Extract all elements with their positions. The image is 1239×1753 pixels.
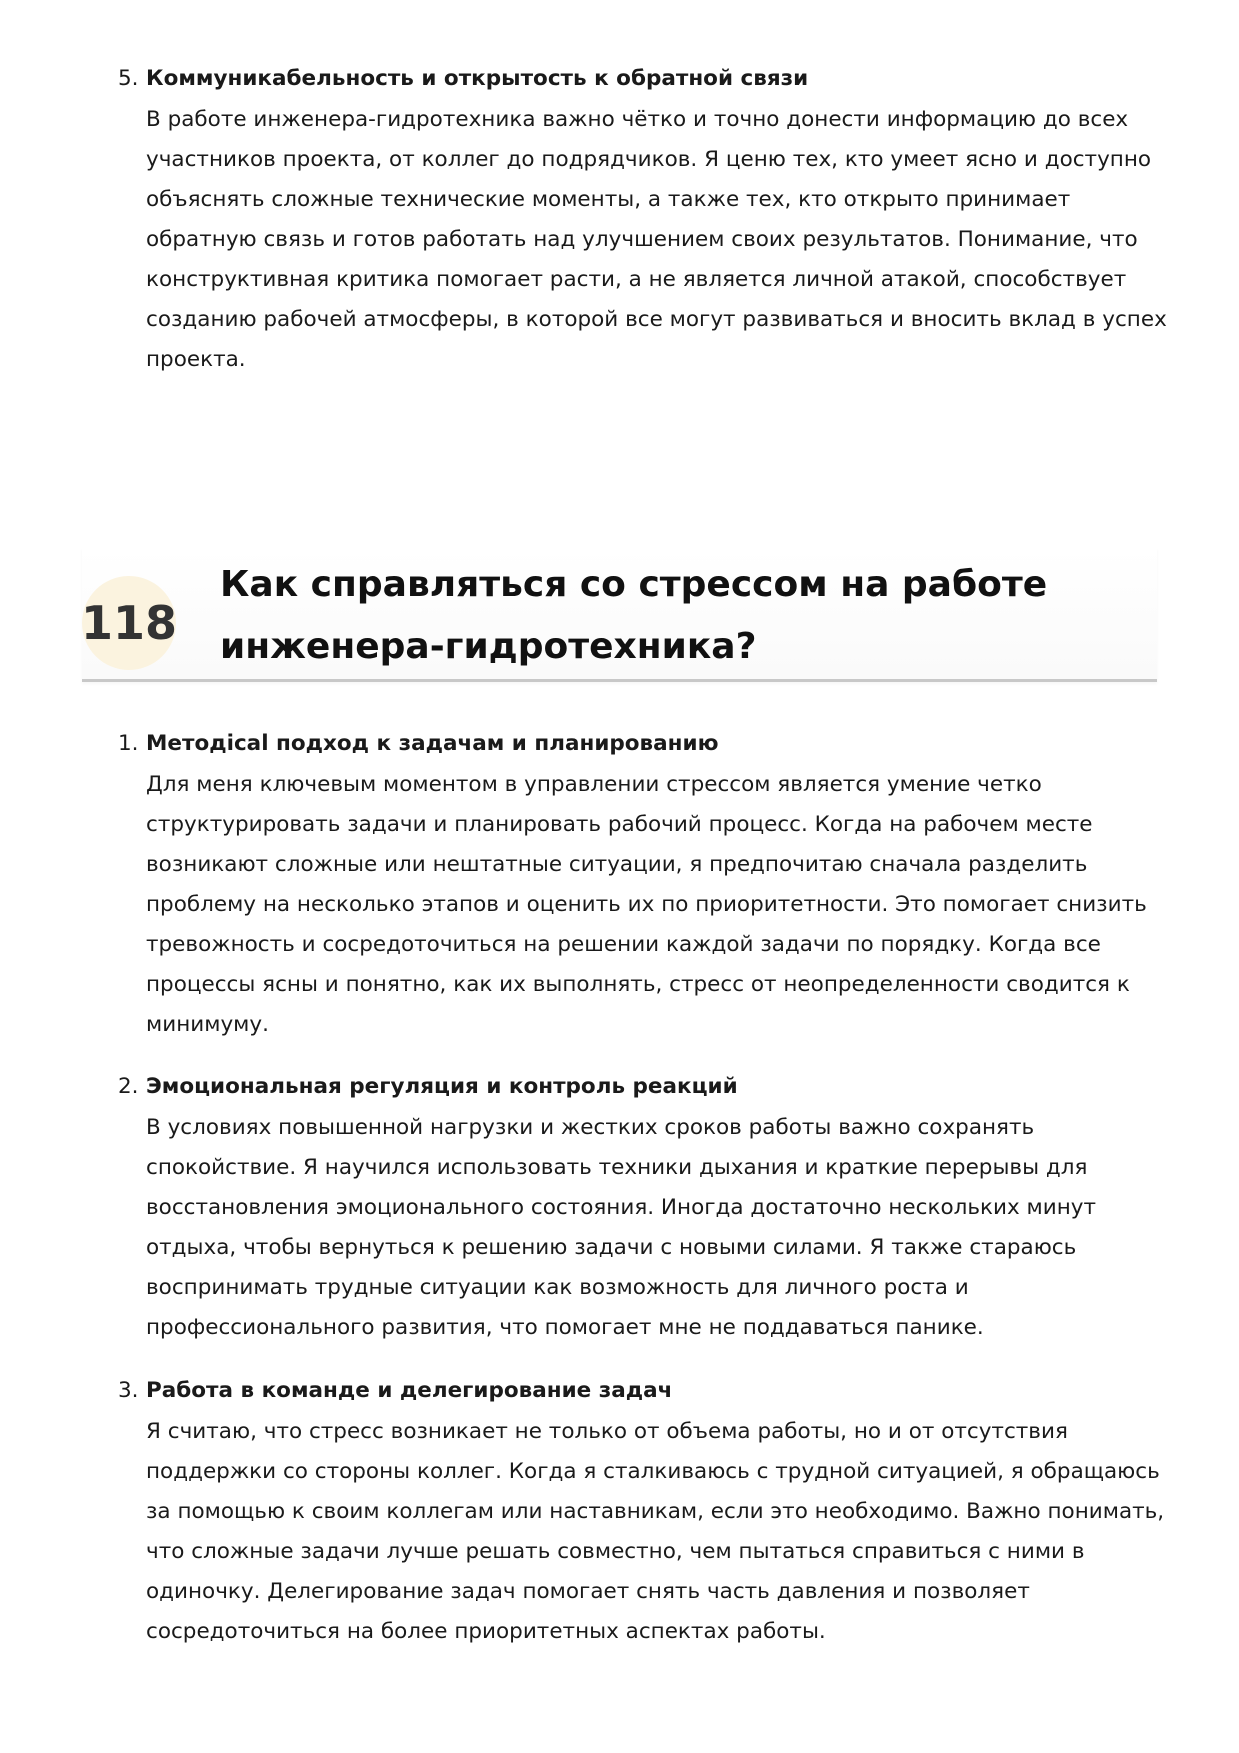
list-item-title: Коммуникабельность и открытость к обратной связи xyxy=(146,66,809,91)
list-item-prev xyxy=(118,64,1173,380)
section-header xyxy=(82,548,1157,682)
list-item-body: Для меня ключевым моментом в управлении стрессом является умение четко структурировать задачи и планировать рабочий процесс. Когда на рабочем месте возникают сложные или нештатные ситуации, я предпочитаю сначала разделить проблему на несколько этапов и оценить их по приоритетности. Это помогает снизить тревожность и сосредоточиться на решении каждой задачи по порядку. Когда все процессы ясны и понятно, как их выполнять, стресс от неопределенности сводится к минимуму. xyxy=(146,772,1147,1037)
list-item-body: В работе инженера-гидротехника важно чётко и точно донести информацию до всех участников проекта, от коллег до подрядчиков. Я ценю тех, кто умеет ясно и доступно объяснять сложные технические моменты, а также тех, кто открыто принимает обратную связь и готов работать над улучшением своих результатов. Понимание, что конструктивная критика помогает расти, а не является личной атакой, способствует созданию рабочей атмосферы, в которой все могут развиваться и вносить вклад в успех проекта. xyxy=(146,107,1167,372)
list-item-number: 3. xyxy=(118,1378,139,1403)
section-title: Как справляться со стрессом на работе инженера-гидротехника? xyxy=(220,564,1048,667)
list-item-title: Методical подход к задачам и планированию xyxy=(146,731,719,756)
section-number-badge: 118 xyxy=(82,576,176,670)
list-item-3 xyxy=(118,1376,1173,1652)
list-item-number: 2. xyxy=(118,1074,139,1099)
list-item-body: В условиях повышенной нагрузки и жестких сроков работы важно сохранять спокойствие. Я научился использовать техники дыхания и краткие перерывы для восстановления эмоционального состояния. Иногда достаточно нескольких минут отдыха, чтобы вернуться к решению задачи с новыми силами. Я также стараюсь воспринимать трудные ситуации как возможность для личного роста и профессионального развития, что помогает мне не поддаваться панике. xyxy=(146,1115,1097,1340)
list-item-number: 1. xyxy=(118,731,139,756)
list-item-2 xyxy=(118,1072,1173,1348)
list-item-title: Работа в команде и делегирование задач xyxy=(146,1378,673,1403)
list-item-number: 5. xyxy=(118,66,139,91)
list-item-title: Эмоциональная регуляция и контроль реакций xyxy=(146,1074,738,1099)
list-item-body: Я считаю, что стресс возникает не только от объема работы, но и от отсутствия поддержки со стороны коллег. Когда я сталкиваюсь с трудной ситуацией, я обращаюсь за помощью к своим коллегам или наставникам, если это необходимо. Важно понимать, что сложные задачи лучше решать совместно, чем пытаться справиться с ними в одиночку. Делегирование задач помогает снять часть давления и позволяет сосредоточиться на более приоритетных аспектах работы. xyxy=(146,1419,1165,1644)
list-item-1 xyxy=(118,729,1173,1045)
